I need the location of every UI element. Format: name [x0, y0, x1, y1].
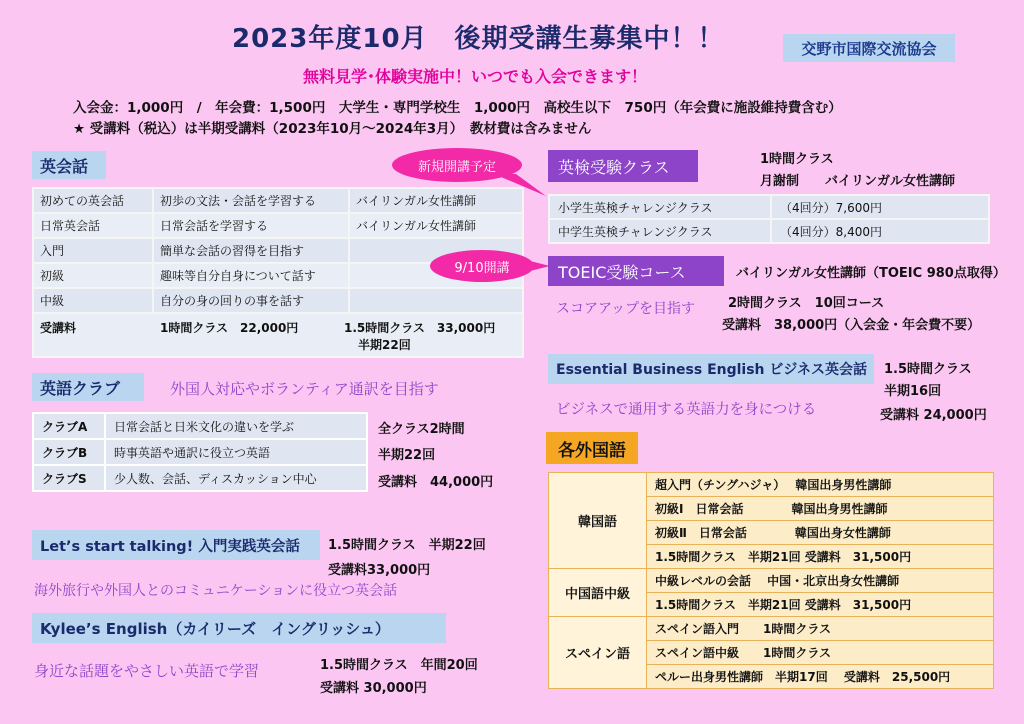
table-row	[33, 439, 367, 465]
course-name: 日常英会話	[33, 213, 153, 238]
language-chinese: 中国語中級	[549, 569, 647, 617]
club-name: クラブB	[33, 439, 105, 465]
table-row	[549, 617, 994, 641]
club-name: クラブS	[33, 465, 105, 491]
foreign-table	[548, 472, 994, 689]
club-info-2: 半期22回	[378, 448, 436, 463]
table-row	[33, 413, 367, 439]
business-info-3: 受講料 24,000円	[880, 408, 987, 423]
subtitle: 無料見学･体験実施中！いつでも入会できます！	[303, 67, 648, 86]
course-teacher	[349, 288, 523, 313]
language-korean: 韓国語	[549, 473, 647, 569]
table-row	[33, 213, 523, 238]
kylee-info-1: 1.5時間クラス 年間20回	[320, 658, 478, 673]
fee-line-1: 入会金：1,000円 / 年会費：1,500円 大学生・専門学校生 1,000円 高校生以下 750円（年会費に施設維持費含む）	[73, 100, 842, 116]
lets-info-2: 受講料33,000円	[328, 563, 431, 578]
fee-1h: 1時間クラス 22,000円	[160, 321, 299, 335]
fee-row	[33, 313, 523, 357]
table-row	[549, 219, 989, 243]
course-name: 初級	[33, 263, 153, 288]
kylee-info-2: 受講料 30,000円	[320, 681, 427, 696]
course-desc: 初歩の文法・会話を学習する	[153, 188, 349, 213]
spanish-row: スペイン語中級 1時間クラス	[647, 641, 994, 665]
toeic-heading: TOEIC受験コース	[548, 256, 724, 286]
club-info-3: 受講料 44,000円	[378, 475, 494, 490]
organization-badge: 交野市国際交流協会	[783, 34, 955, 62]
eiken-info-1: 1時間クラス	[760, 152, 834, 167]
eiken-info-2: 月謝制 バイリンガル女性講師	[760, 174, 956, 189]
course-name: 初めての英会話	[33, 188, 153, 213]
new-course-bubble: 新規開講予定	[392, 148, 522, 182]
language-spanish: スペイン語	[549, 617, 647, 689]
toeic-desc: スコアアップを目指す	[556, 301, 696, 317]
club-heading: 英語クラブ	[32, 373, 144, 401]
course-desc: 日常会話を学習する	[153, 213, 349, 238]
club-name: クラブA	[33, 413, 105, 439]
table-row	[549, 473, 994, 497]
course-teacher: バイリンガル女性講師	[349, 213, 523, 238]
eiken-heading: 英検受験クラス	[548, 150, 698, 182]
eikaiwa-heading: 英会話	[32, 151, 106, 179]
fee-term: 半期22回	[358, 338, 411, 352]
toeic-open-bubble: 9/10開講	[430, 250, 534, 282]
korean-row: 初級Ⅰ 日常会話 韓国出身男性講師	[647, 497, 994, 521]
eiken-table	[548, 194, 990, 244]
eiken-class: 中学生英検チャレンジクラス	[549, 219, 771, 243]
spanish-row: ペルー出身男性講師 半期17回 受講料 25,500円	[647, 665, 994, 689]
fee-label: 受講料	[40, 321, 77, 335]
course-teacher: バイリンガル女性講師	[349, 188, 523, 213]
lets-info-1: 1.5時間クラス 半期22回	[328, 538, 486, 553]
club-desc: 少人数、会話、ディスカッション中心	[105, 465, 367, 491]
course-desc: 簡単な会話の習得を目指す	[153, 238, 349, 263]
fee-15h: 1.5時間クラス 33,000円	[344, 321, 496, 335]
lets-heading: Let’s start talking! 入門実践英会話	[32, 530, 320, 560]
page-title: 2023年度10月 後期受講生募集中！！	[232, 24, 725, 54]
lets-desc: 海外旅行や外国人とのコミュニケーションに役立つ英会話	[34, 583, 398, 599]
club-tagline: 外国人対応やボランティア通訳を目指す	[170, 380, 439, 398]
business-desc: ビジネスで通用する英語力を身につける	[556, 402, 817, 418]
club-info-1: 全クラス2時間	[378, 422, 465, 437]
foreign-heading: 各外国語	[546, 432, 638, 464]
table-row	[549, 195, 989, 219]
eiken-fee: （4回分）7,600円	[771, 195, 989, 219]
kylee-desc: 身近な話題をやさしい英語で学習	[34, 662, 260, 680]
table-row	[549, 569, 994, 593]
toeic-teacher: バイリンガル女性講師（TOEIC 980点取得）	[736, 266, 1006, 281]
course-desc: 趣味等自分自身について話す	[153, 263, 349, 288]
eiken-class: 小学生英検チャレンジクラス	[549, 195, 771, 219]
chinese-row: 中級レベルの会話 中国・北京出身女性講師	[647, 569, 994, 593]
table-row	[33, 288, 523, 313]
course-name: 入門	[33, 238, 153, 263]
business-info-2: 半期16回	[884, 384, 942, 399]
korean-row: 初級Ⅱ 日常会話 韓国出身女性講師	[647, 521, 994, 545]
course-name: 中級	[33, 288, 153, 313]
toeic-info-1: 2時間クラス 10回コース	[728, 296, 885, 311]
table-row	[33, 188, 523, 213]
club-table	[32, 412, 368, 492]
bubble-tail	[490, 174, 550, 200]
course-desc: 自分の身の回りの事を話す	[153, 288, 349, 313]
korean-row: 1.5時間クラス 半期21回 受講料 31,500円	[647, 545, 994, 569]
club-desc: 日常会話と日米文化の違いを学ぶ	[105, 413, 367, 439]
club-desc: 時事英語や通訳に役立つ英語	[105, 439, 367, 465]
chinese-row: 1.5時間クラス 半期21回 受講料 31,500円	[647, 593, 994, 617]
korean-row: 超入門（チングハジャ） 韓国出身男性講師	[647, 473, 994, 497]
table-row	[33, 465, 367, 491]
toeic-info-2: 受講料 38,000円（入会金・年会費不要）	[722, 318, 981, 333]
eiken-fee: （4回分）8,400円	[771, 219, 989, 243]
business-heading: Essential Business English ビジネス英会話	[548, 354, 874, 384]
business-info-1: 1.5時間クラス	[884, 362, 972, 377]
fee-line-2: ★ 受講料（税込）は半期受講料（2023年10月～2024年3月） 教材費は含みません	[73, 121, 592, 137]
spanish-row: スペイン語入門 1時間クラス	[647, 617, 994, 641]
kylee-heading: Kylee’s English（カイリーズ イングリッシュ）	[32, 613, 446, 643]
